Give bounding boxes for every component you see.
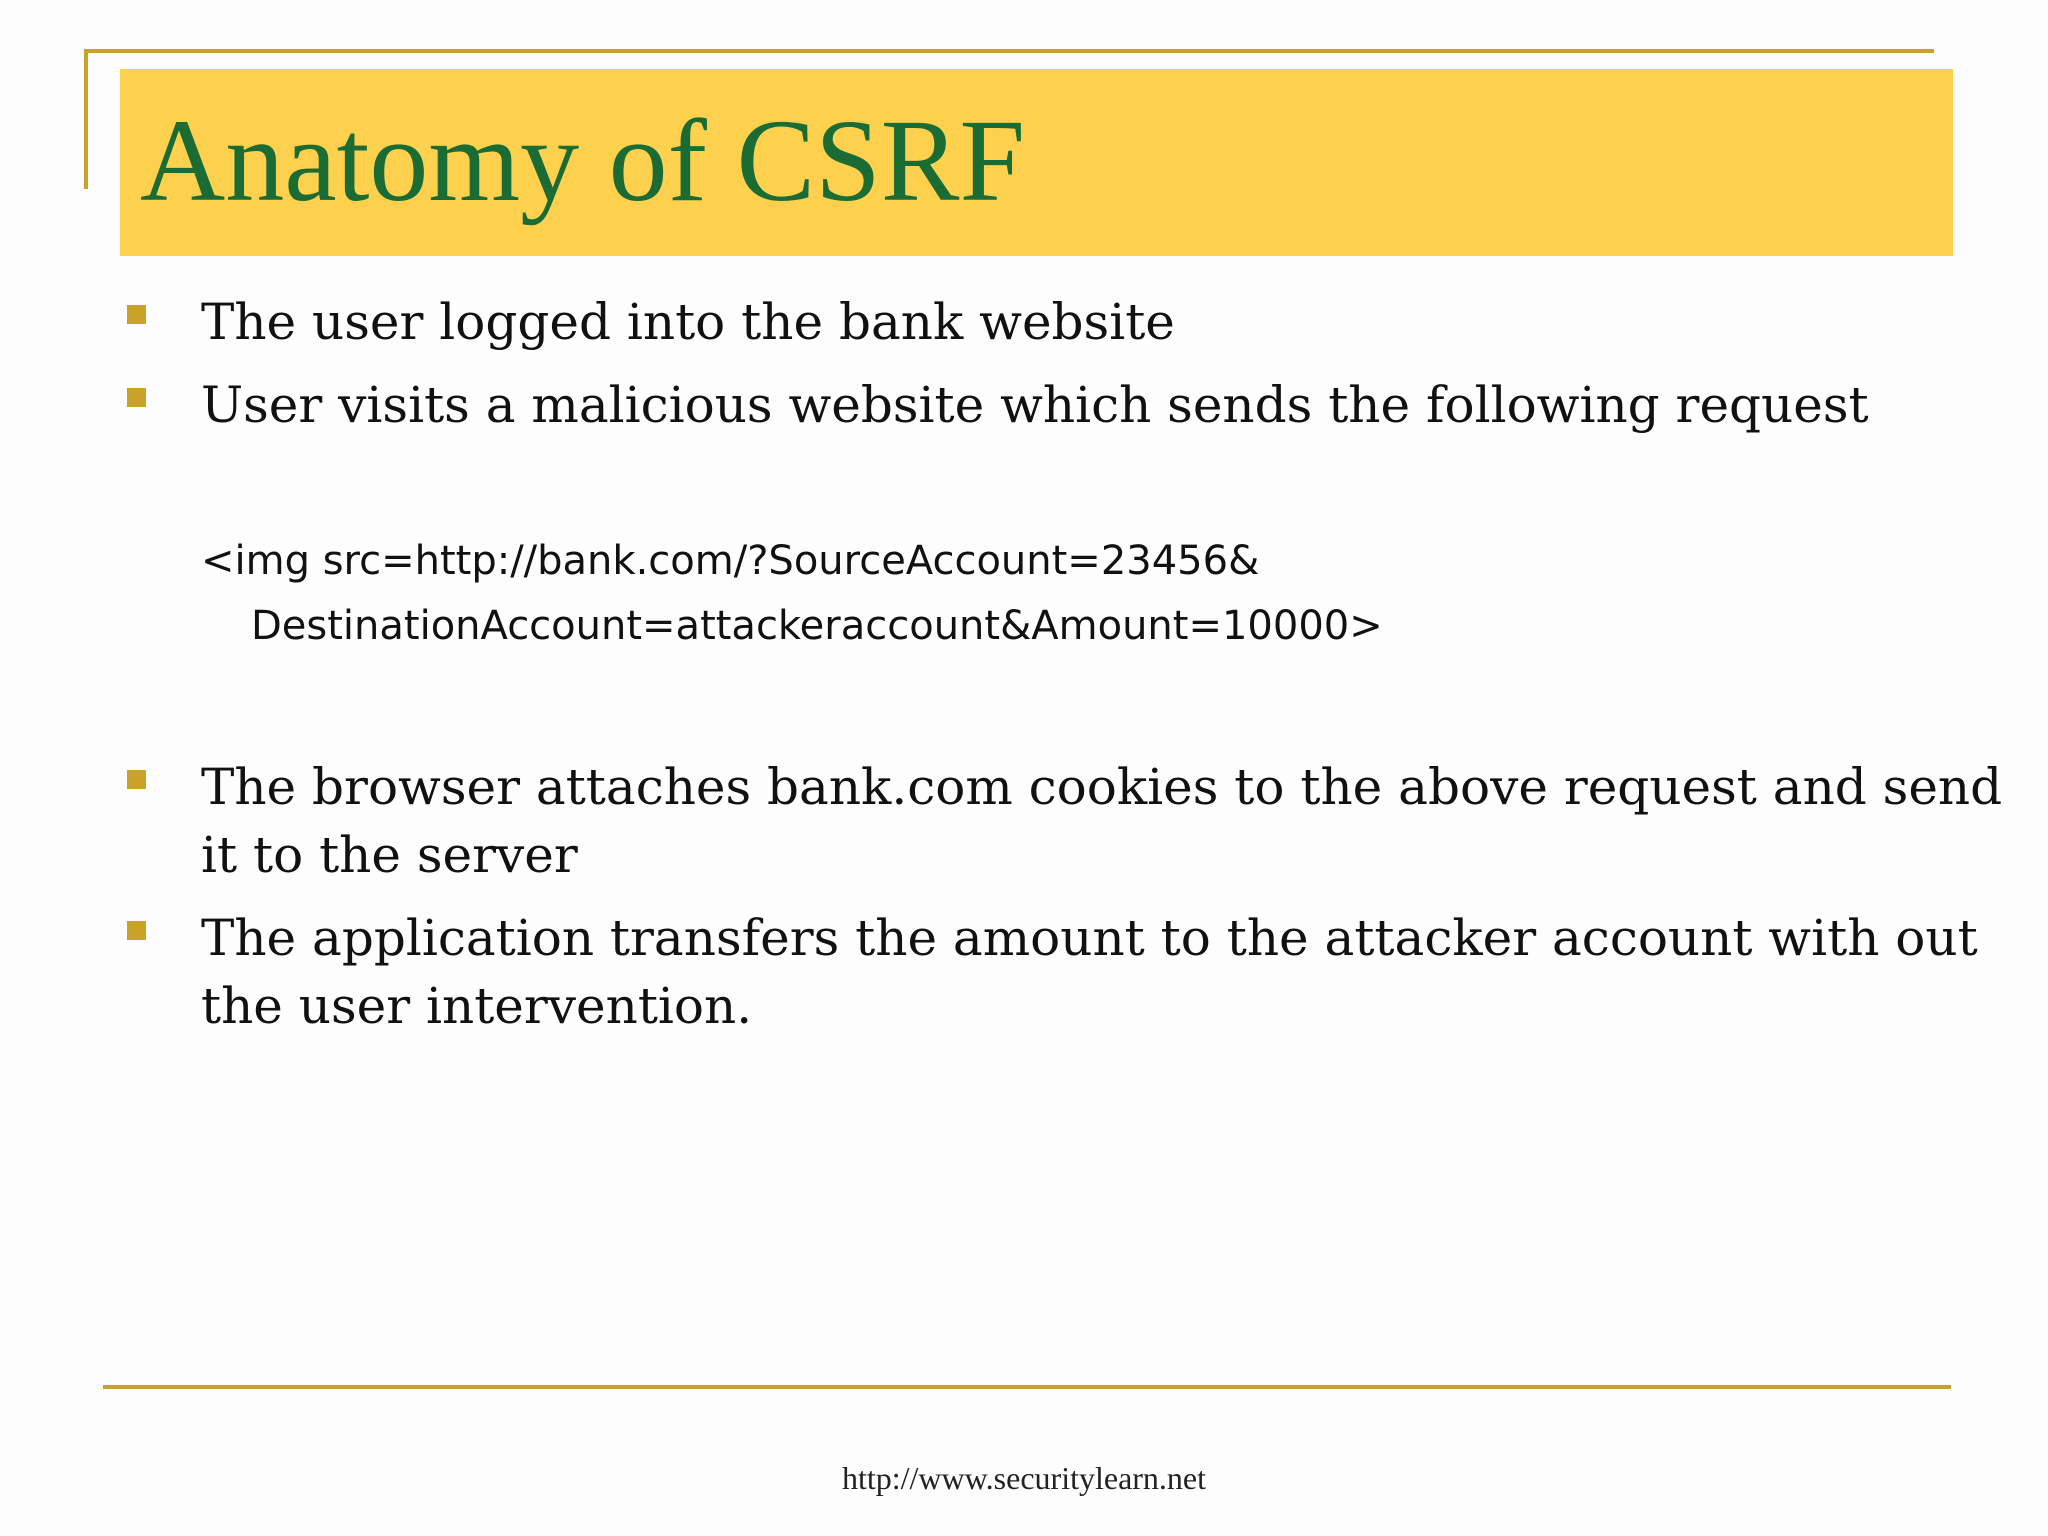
- bullet-square-icon: [127, 305, 146, 324]
- top-border-rule: [84, 49, 1934, 53]
- bullet-text: The user logged into the bank website: [201, 293, 1175, 351]
- bullet-text: The browser attaches bank.com cookies to the above request and send: [201, 758, 2003, 816]
- footer-rule: [103, 1385, 1951, 1389]
- bullet-square-icon: [127, 921, 146, 940]
- left-border-rule: [84, 49, 88, 189]
- slide-title: Anatomy of CSRF: [140, 95, 1026, 226]
- bullet-text-continuation: it to the server: [201, 826, 578, 884]
- footer-url: http://www.securitylearn.net: [841, 1460, 1207, 1496]
- bullet-text-continuation: the user intervention.: [201, 977, 753, 1035]
- bullet-square-icon: [127, 770, 146, 789]
- code-line: DestinationAccount=attackeraccount&Amount=10000>: [251, 603, 1383, 649]
- code-line: <img src=http://bank.com/?SourceAccount=23456&: [201, 538, 1260, 584]
- bullet-square-icon: [127, 388, 146, 407]
- bullet-text: User visits a malicious website which sends the following request: [201, 376, 1869, 434]
- bullet-text: The application transfers the amount to the attacker account with out: [201, 909, 1978, 967]
